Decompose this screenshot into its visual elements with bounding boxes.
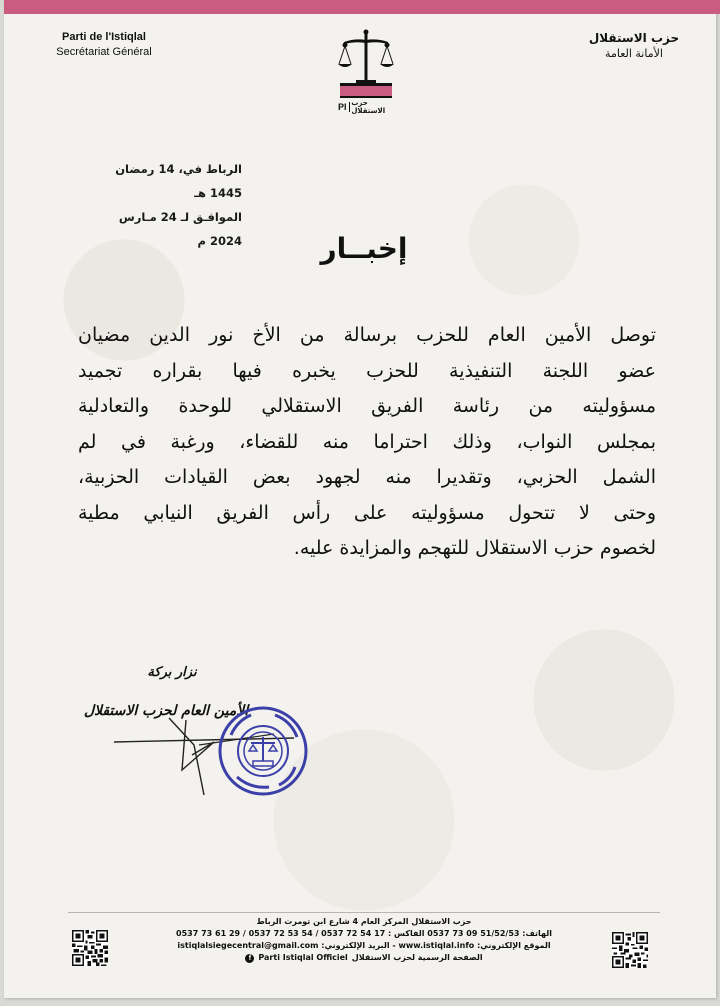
footer-divider	[68, 912, 660, 913]
body-line: لخصوم حزب الاستقلال للتهجم والمزايدة عليه.	[293, 537, 656, 559]
scales-of-justice-icon	[338, 28, 394, 100]
letter-page	[4, 0, 716, 998]
date-gregorian: الموافـق لـ 24 مـارس 2024 م	[118, 210, 242, 248]
footer-address: حزب الاستقلال المركز العام 4 شارع ابن تومرت الرباط	[256, 917, 472, 926]
arabic-party-name: حزب الاستقلال	[588, 31, 680, 45]
footer-web-email: الموقع الإلكتروني: www.istiqlal.info - البريد الإلكتروني: istiqlalsiegecentral@gmail.com	[177, 941, 551, 950]
logo-caption	[338, 100, 394, 114]
body-line: توصل الأمين العام للحزب برسالة من الأخ نور الدين مضيان	[78, 324, 656, 346]
body-line: وحتى لا تتحول مسؤوليته على رأس الفريق النيابي مطية	[78, 501, 656, 524]
qr-code-icon	[612, 932, 648, 968]
logo-abbreviation: PI	[338, 102, 347, 112]
footer-facebook	[245, 952, 482, 964]
french-party-name: Parti de l'Istiqlal	[62, 31, 146, 43]
party-logo	[338, 28, 394, 120]
body-line: الشمل الحزبي، وتقديرا منه لجهود بعض القيادات الحزبية،	[78, 466, 656, 488]
signatory-title: الأمين العام لحزب الاستقلال	[83, 703, 249, 719]
facebook-icon: f	[245, 954, 254, 963]
date-hijri: الرباط في، 14 رمضان 1445 هـ	[115, 162, 242, 200]
logo-divider	[349, 102, 350, 112]
letter-body	[78, 318, 656, 567]
body-line: مسؤوليته من رئاسة الفريق الاستقلالي للوحدة والتعادلية	[78, 395, 656, 417]
letter-date	[92, 157, 242, 253]
facebook-page-name: Parti Istiqlal Officiel	[258, 953, 348, 962]
french-secretariat: Secrétariat Général	[56, 46, 152, 58]
header-french	[44, 30, 164, 60]
body-line: بمجلس النواب، وذلك احتراما منه للقضاء، ورغبة في لم	[78, 430, 656, 453]
top-accent-bar	[4, 0, 720, 14]
official-stamp	[217, 705, 309, 797]
facebook-label: الصفحة الرسمية لحزب الاستقلال	[351, 953, 483, 962]
body-line: عضو اللجنة التنفيذية للحزب يخبره فيها بقراره تجميد	[78, 359, 656, 382]
footer-phones: الهاتف: 51/52/53 09 73 0537 الفاكس : 17 54 72 0537 / 54 53 72 0537 / 29 61 73 0537	[176, 929, 552, 938]
letter-title: إخبــار	[320, 232, 408, 265]
logo-arabic-name: حزب الاستقلال	[351, 99, 386, 115]
header-arabic	[584, 30, 684, 62]
qr-code-icon	[72, 930, 108, 966]
arabic-secretariat: الأمانة العامة	[605, 47, 663, 60]
signatory-name: نزار بركة	[147, 665, 197, 680]
letter-footer	[154, 916, 574, 964]
